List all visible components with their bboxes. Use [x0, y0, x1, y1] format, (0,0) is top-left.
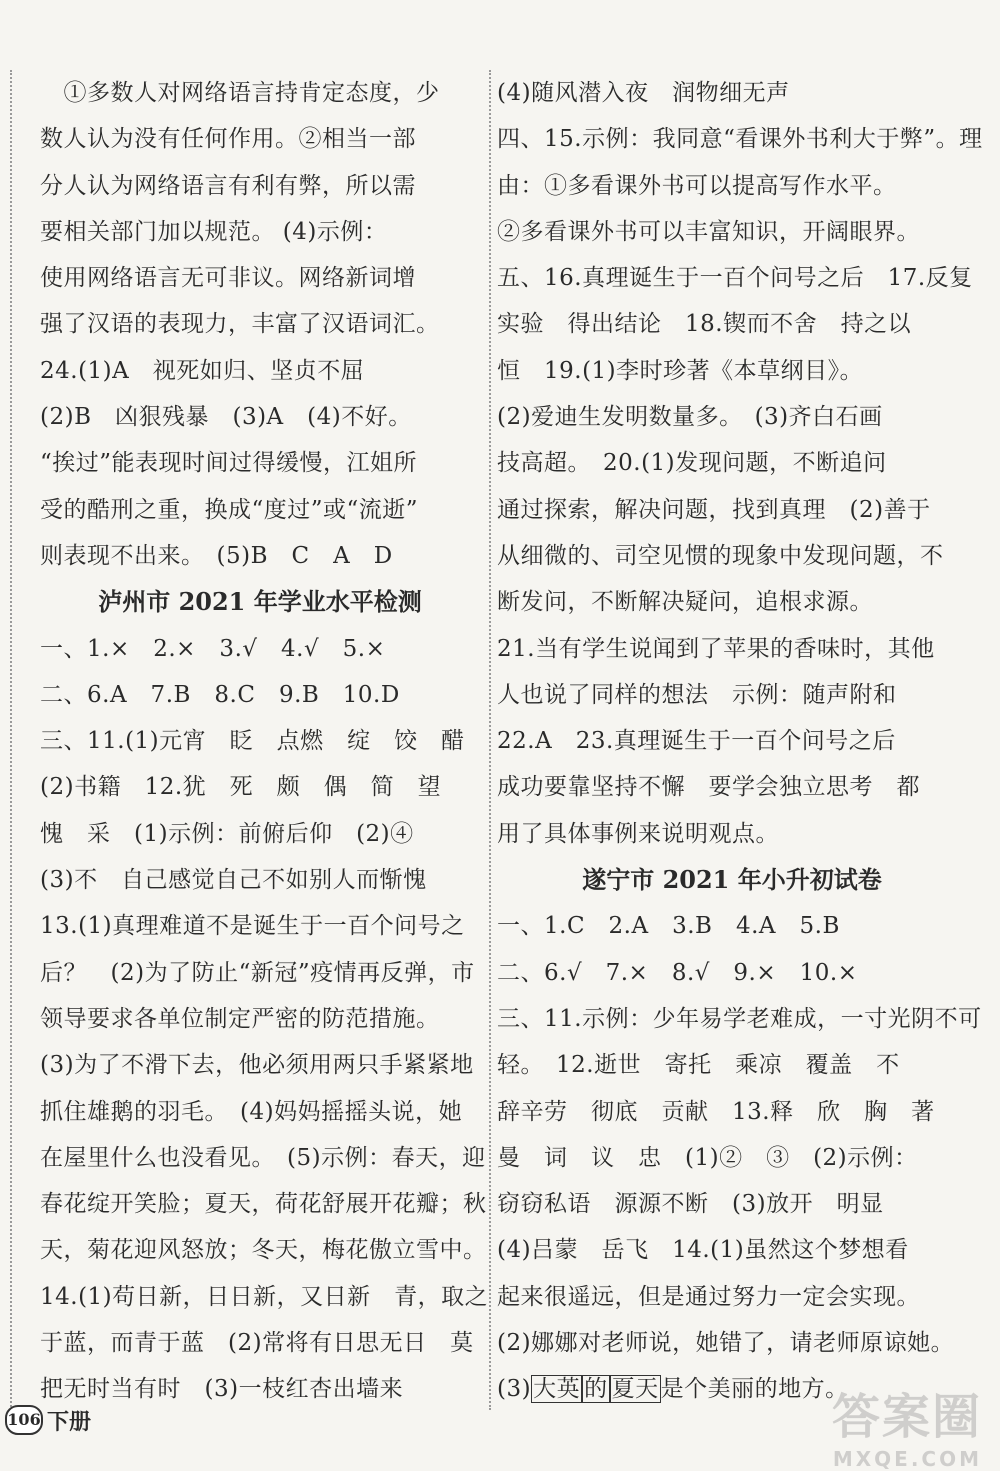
text-line: 实验 得出结论 18.锲而不舍 持之以 — [497, 311, 912, 338]
text-line: 强了汉语的表现力，丰富了汉语词汇。 — [40, 311, 440, 338]
watermark — [782, 1378, 982, 1471]
text-line: 要相关部门加以规范。 (4)示例： — [40, 218, 388, 245]
text-line: 用了具体事例来说明观点。 — [497, 820, 779, 847]
text-line: 三、11.示例：少年易学老难成，一寸光阴不可 — [497, 1005, 982, 1032]
text-line: 二、6.√ 7.× 8.√ 9.× 10.× — [497, 959, 858, 986]
text-line: 断发问，不断解决疑问，追根求源。 — [497, 589, 873, 616]
text-line: 四、15.示例：我同意“看课外书利大于弊”。理 — [497, 126, 983, 153]
text-line: 辞辛劳 彻底 贡献 13.释 欣 胸 著 — [497, 1098, 935, 1125]
section-heading-luzhou: 泸州市 2021 年学业水平检测 — [98, 587, 422, 617]
text-line: 窃窃私语 源源不断 (3)放开 明显 — [497, 1191, 884, 1218]
text-line: 14.(1)苟日新，日日新，又日新 青，取之 — [40, 1283, 489, 1310]
text-line: 24.(1)A 视死如归、坚贞不屈 — [40, 357, 365, 384]
text-line: 把无时当有时 (3)一枝红杏出墙来 — [40, 1376, 404, 1403]
text-line: 一、1.C 2.A 3.B 4.A 5.B — [497, 913, 840, 940]
boxed-answer-prefix: (3) — [497, 1376, 532, 1403]
text-line: (2)B 凶狠残暴 (3)A (4)不好。 — [40, 404, 412, 431]
text-line: 受的酷刑之重，换成“度过”或“流逝” — [40, 496, 419, 523]
text-line: 后？ (2)为了防止“新冠”疫情再反弹，市 — [40, 959, 475, 986]
text-line: (4)吕蒙 岳飞 14.(1)虽然这个梦想看 — [497, 1237, 909, 1264]
text-line: 由：①多看课外书可以提高写作水平。 — [497, 172, 897, 199]
boxed-word-mid: 的 — [584, 1376, 608, 1403]
boxed-answer-suffix: 是个美丽的地方。 — [660, 1376, 849, 1403]
text-line: (3)为了不滑下去，他必须用两只手紧紧地 — [40, 1052, 474, 1079]
text-line: 13.(1)真理难道不是诞生于一百个问号之 — [40, 913, 465, 940]
text-line: 使用网络语言无可非议。网络新词增 — [40, 265, 416, 292]
text-line: (2)爱迪生发明数量多。 (3)齐白石画 — [497, 404, 883, 431]
right-column — [497, 70, 983, 1413]
text-line: 轻。 12.逝世 寄托 乘凉 覆盖 不 — [497, 1052, 900, 1079]
watermark-url: MXQE.COM — [832, 1447, 982, 1471]
text-line: 曼 词 议 忠 (1)② ③ (2)示例： — [497, 1144, 918, 1171]
text-line: 五、16.真理诞生于一百个问号之后 17.反复 — [497, 265, 973, 292]
text-line: 通过探索，解决问题，找到真理 (2)善于 — [497, 496, 931, 523]
text-line: ②多看课外书可以丰富知识，开阔眼界。 — [497, 218, 920, 245]
text-line: 愧 采 (1)示例：前俯后仰 (2)④ — [40, 820, 414, 847]
text-line: 一、1.× 2.× 3.√ 4.√ 5.× — [40, 635, 386, 662]
text-line: 在屋里什么也没看见。 (5)示例：春天，迎 — [40, 1144, 486, 1171]
column-divider — [489, 70, 491, 1410]
volume-label: 下册 — [47, 1409, 92, 1435]
watermark-logo-text: 答案圈 — [831, 1389, 982, 1445]
text-line: 则表现不出来。 (5)B C A D — [40, 542, 393, 569]
text-line: 人也说了同样的想法 示例：随声附和 — [497, 681, 897, 708]
text-line: 抓住雄鹅的羽毛。 (4)妈妈摇摇头说，她 — [40, 1098, 463, 1125]
left-column — [40, 70, 489, 1413]
text-line: 分人认为网络语言有利有弊，所以需 — [40, 172, 416, 199]
text-line: (4)随风潜入夜 润物细无声 — [497, 80, 790, 106]
section-heading-suining: 遂宁市 2021 年小升初试卷 — [582, 865, 882, 895]
text-line: 三、11.(1)元宵 眨 点燃 绽 饺 醋 — [40, 728, 465, 755]
text-line: 从细微的、司空见惯的现象中发现问题，不 — [497, 542, 944, 569]
text-line: 数人认为没有任何作用。②相当一部 — [40, 126, 416, 153]
text-line: ①多数人对网络语言持肯定态度，少 — [40, 80, 440, 106]
boxed-word-2: 夏天 — [611, 1376, 659, 1403]
text-line: 成功要靠坚持不懈 要学会独立思考 都 — [497, 774, 920, 801]
binding-margin-line — [10, 70, 12, 1410]
text-line: (2)书籍 12.犹 死 颇 偶 简 望 — [40, 774, 442, 801]
page-number: 106 — [5, 1405, 43, 1435]
text-line: 恒 19.(1)李时珍著《本草纲目》。 — [497, 357, 864, 384]
text-line: 22.A 23.真理诞生于一百个问号之后 — [497, 728, 896, 755]
page-footer — [5, 1400, 91, 1440]
text-line: 天，菊花迎风怒放；冬天，梅花傲立雪中。 — [40, 1237, 487, 1264]
text-line: “挨过”能表现时间过得缓慢，江姐所 — [40, 450, 418, 477]
text-line: 技高超。 20.(1)发现问题，不断追问 — [497, 450, 887, 477]
text-line: 起来很遥远，但是通过努力一定会实现。 — [497, 1283, 920, 1310]
text-line: 21.当有学生说闻到了苹果的香味时，其他 — [497, 635, 935, 662]
text-line: (2)娜娜对老师说，她错了，请老师原谅她。 — [497, 1330, 955, 1357]
text-line: (3)不 自己感觉自己不如别人而惭愧 — [40, 867, 427, 894]
text-line: 春花绽开笑脸；夏天，荷花舒展开花瓣；秋 — [40, 1191, 487, 1218]
boxed-word-1: 大英 — [533, 1376, 581, 1403]
text-line: 领导要求各单位制定严密的防范措施。 — [40, 1005, 440, 1032]
text-line: 二、6.A 7.B 8.C 9.B 10.D — [40, 681, 400, 708]
text-line: 于蓝，而青于蓝 (2)常将有日思无日 莫 — [40, 1330, 474, 1357]
